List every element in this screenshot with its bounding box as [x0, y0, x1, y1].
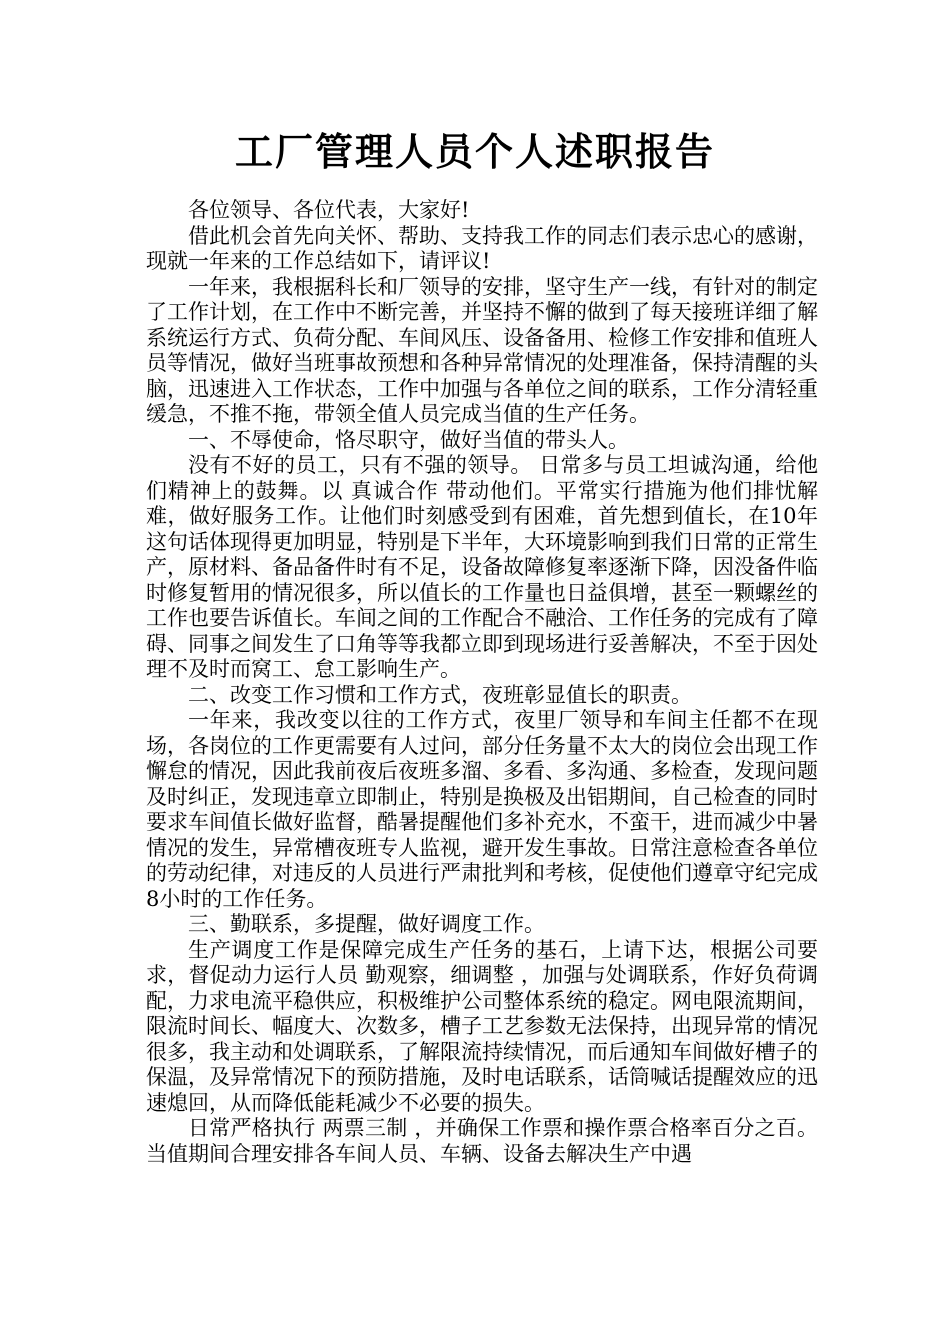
section-heading-2: 二、改变工作习惯和工作方式，夜班彰显值长的职责。 [188, 682, 692, 707]
paragraph-overview: 一年来，我根据科长和厂领导的安排，坚守生产一线，有针对的制定了工作计划，在工作中不断完善，并坚持不懈的做到了每天接班详细了解系统运行方式、负荷分配、车间风压、设备备用、检修工作安排和值班人员等情况，做好当班事故预想和各种异常情况的处理准备，保持清醒的头脑，迅速进入工作状态，工作中加强与各单位之间的联系，工作分清轻重缓急，不推不拖，带领全值人员完成当值的生产任务。 [146, 274, 818, 426]
section-heading-1: 一、不辱使命，恪尽职守，做好当值的带头人。 [188, 427, 629, 452]
document-body [146, 198, 818, 1167]
paragraph-section-3: 生产调度工作是保障完成生产任务的基石，上请下达，根据公司要求，督促动力运行人员 勤观察，细调整 ，加强与处调联系，作好负荷调配，力求电流平稳供应，积极维护公司整体系统的稳定。网电限流期间，限流时间长、幅度大、次数多，槽子工艺参数无法保持，出现异常的情况很多，我主动和处调联系，了解限流持续情况，而后通知车间做好槽子的保温，及异常情况下的预防措施，及时电话联系，话筒喊话提醒效应的迅速熄回，从而降低能耗减少不必要的损失。 [146, 937, 818, 1115]
paragraph-thanks: 借此机会首先向关怀、帮助、支持我工作的同志们表示忠心的感谢，现就一年来的工作总结如下，请评议! [146, 223, 818, 273]
paragraph-two-tickets: 日常严格执行 两票三制 ，并确保工作票和操作票合格率百分之百。当值期间合理安排各车间人员、车辆、设备去解决生产中遇 [146, 1116, 818, 1166]
paragraph-greeting: 各位领导、各位代表，大家好! [188, 198, 470, 222]
paragraph-section-2: 一年来，我改变以往的工作方式，夜里厂领导和车间主任都不在现场，各岗位的工作更需要有人过问，部分任务量不太大的岗位会出现工作懈怠的情况，因此我前夜后夜班多溜、多看、多沟通、多检查，发现问题及时纠正，发现违章立即制止，特别是换极及出铝期间，自己检查的同时要求车间值长做好监督，酷暑提醒他们多补充水，不蛮干，进而减少中暑情况的发生，异常槽夜班专人监视，避开发生事故。日常注意检查各单位的劳动纪律，对违反的人员进行严肃批判和考核，促使他们遵章守纪完成8小时的工作任务。 [146, 708, 818, 911]
paragraph-section-1: 没有不好的员工，只有不强的领导。 日常多与员工坦诚沟通，给他们精神上的鼓舞。以 真诚合作 带动他们。平常实行措施为他们排忧解难，做好服务工作。让他们时刻感受到有困难，首先想到值长，在10年这句话体现得更加明显，特别是下半年，大环境影响到我们日常的正常生产，原材料、备品备件时有不足，设备故障修复率逐渐下降，因没备件临时修复暂用的情况很多，所以值长的工作量也日益俱增，甚至一颗螺丝的工作也要告诉值长。车间之间的工作配合不融洽、工作任务的完成有了障碍、同事之间发生了口角等等我都立即到现场进行妥善解决，不至于因处理不及时而窝工、怠工影响生产。 [146, 453, 818, 681]
page-title: 工厂管理人员个人述职报告 [234, 130, 715, 174]
section-heading-3: 三、勤联系，多提醒，做好调度工作。 [188, 912, 545, 936]
